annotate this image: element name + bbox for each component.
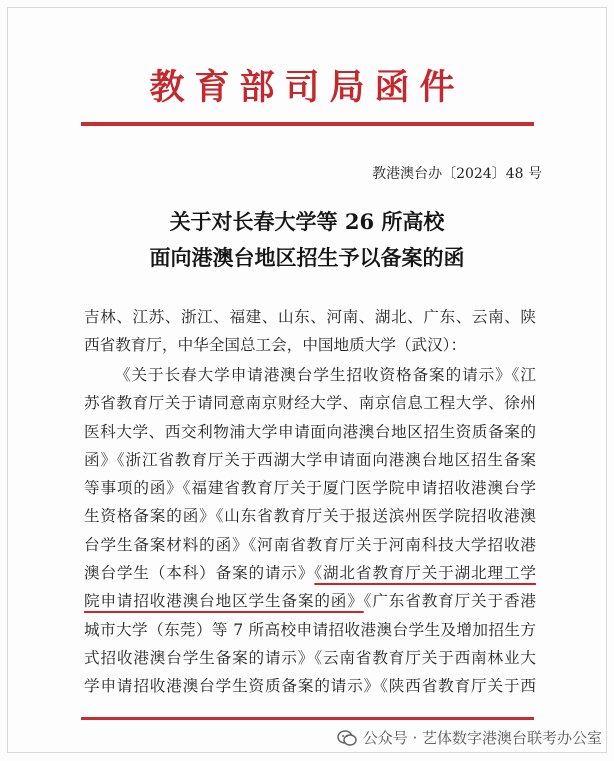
body-line: 函》《浙江省教育厅关于西湖大学申请面向港澳台地区招生备案: [84, 450, 536, 469]
document-title-line-1: 关于对长春大学等 26 所高校: [169, 209, 445, 234]
org-letterhead: 教育部司局函件: [149, 67, 465, 108]
body-line: 台学生备案材料的函》《河南省教育厅关于河南科技大学招收港: [84, 535, 536, 554]
body-segment: 澳台学生（本科）备案的请示》: [84, 564, 315, 583]
watermark-text: 公众号 · 艺体数字港澳台联考办公室: [362, 729, 602, 747]
body-line: 式招收港澳台学生备案的请示》《云南省教育厅关于西南林业大: [84, 648, 536, 667]
body-segment: 《广东省教育厅关于香港: [363, 592, 536, 611]
body-line: [84, 587, 536, 615]
body-line: [84, 559, 536, 587]
recipients-line: 吉林、江苏、浙江、福建、山东、河南、湖北、广东、云南、陕: [84, 308, 536, 326]
document-title-line-2: 面向港澳台地区招生予以备案的函: [149, 245, 465, 270]
highlighted-hubei-request-cont: 院申请招收港澳台地区学生备案的函》: [84, 592, 364, 611]
watermark: [337, 727, 602, 748]
recipients: [84, 303, 536, 360]
body-line: 医科大学、西交利物浦大学申请面向港澳台地区招生资质备案的: [84, 422, 536, 441]
recipients-line: 西省教育厅，中华全国总工会，中国地质大学（武汉）：: [84, 336, 467, 355]
body-line: 《关于长春大学申请港澳台学生招收资格备案的请示》《江: [115, 366, 536, 384]
document-number: 教港澳台办〔2024〕48 号: [372, 166, 542, 182]
body-line: 等事项的函》《福建省教育厅关于厦门医学院申请招收港澳台学: [84, 479, 536, 498]
body-line: 苏省教育厅关于请同意南京财经大学、南京信息工程大学、徐州: [84, 394, 536, 413]
body-paragraph: [84, 361, 536, 701]
body-line: 学申请招收港澳台学生资质备案的请示》《陕西省教育厅关于西: [84, 677, 536, 696]
wechat-official-account-icon: [337, 729, 357, 747]
footer-red-rule: [81, 717, 534, 720]
body-line: 城市大学（东莞）等 7 所高校申请招收港澳台学生及增加招生方: [84, 620, 536, 639]
body-line: 生资格备案的函》《山东省教育厅关于报送滨州医学院招收港澳: [84, 507, 536, 526]
highlighted-hubei-request: 《湖北省教育厅关于湖北理工学: [314, 564, 536, 583]
letterhead-red-rule: [81, 122, 534, 126]
